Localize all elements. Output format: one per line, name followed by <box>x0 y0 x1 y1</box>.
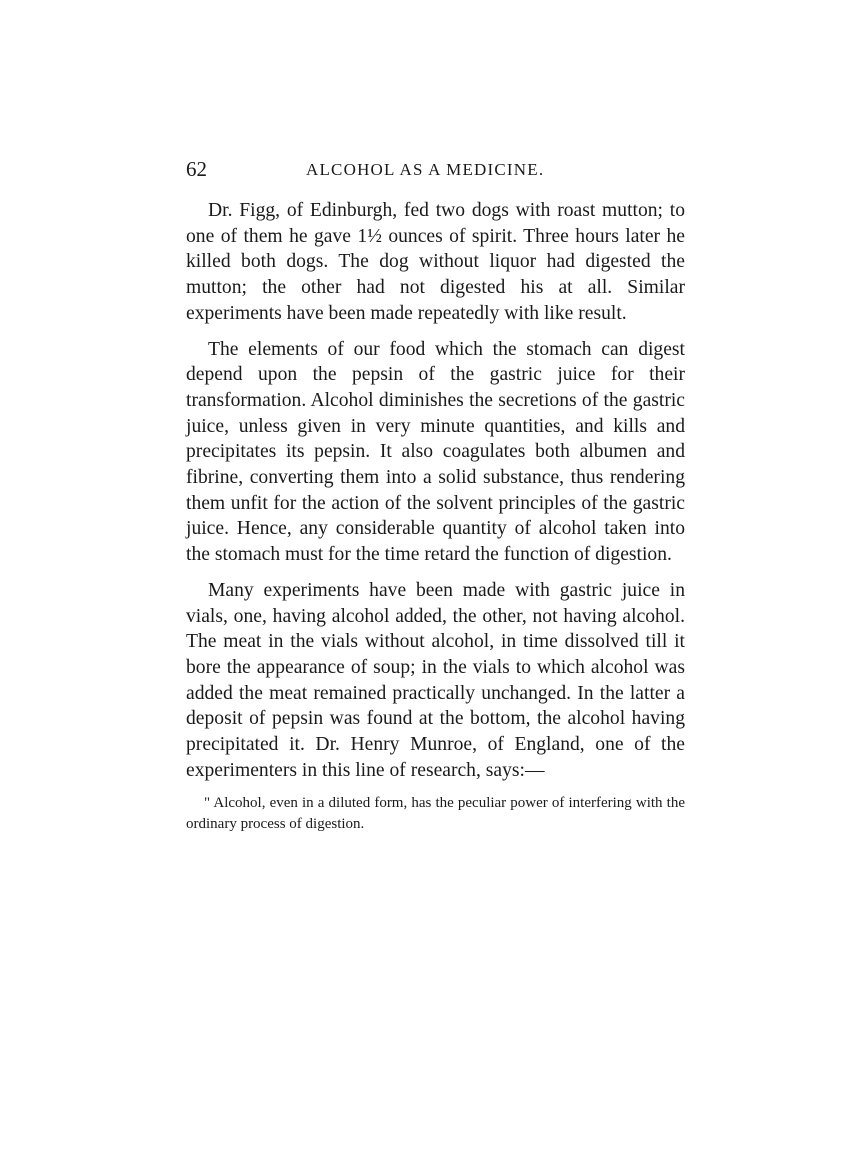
running-head <box>186 156 686 182</box>
paragraph-dr-figg: Dr. Figg, of Edinburgh, fed two dogs with roast mutton; to one of them he gave 1½ ounces of spirit. Three hours later he killed both dogs. The dog without liquor had digested the mutton; the other had not digested his at all. Similar experiments have been made repeatedly with like result. <box>186 200 685 324</box>
paragraph-pepsin: The elements of our food which the stomach can digest depend upon the pepsin of the gastric juice for their transformation. Alcohol diminishes the secretions of the gastric juice, unless given in very minute quantities, and kills and precipitates its pepsin. It also coagulates both albumen and fibrine, converting them into a solid substance, thus rendering them unfit for the action of the solvent principles of the gastric juice. Hence, any considerable quantity of alcohol taken into the stomach must for the time retard the function of digestion. <box>186 338 685 566</box>
running-title: ALCOHOL AS A MEDICINE. <box>306 160 545 179</box>
body-text <box>186 198 685 835</box>
page-number: 62 <box>186 157 207 181</box>
paragraph-experiments: Many experiments have been made with gastric juice in vials, one, having alcohol added, the other, not having alcohol. The meat in the vials without alcohol, in time dissolved till it bore the appearance of soup; in the vials to which alcohol was added the meat remained practically unchanged. In the latter a deposit of pepsin was found at the bottom, the alcohol having precipitated it. Dr. Henry Munroe, of England, one of the experimenters in this line of research, says:— <box>186 579 685 781</box>
quotation-alcohol-digestion: " Alcohol, even in a diluted form, has the peculiar power of interfering with the ordinary process of digestion. <box>186 795 685 833</box>
